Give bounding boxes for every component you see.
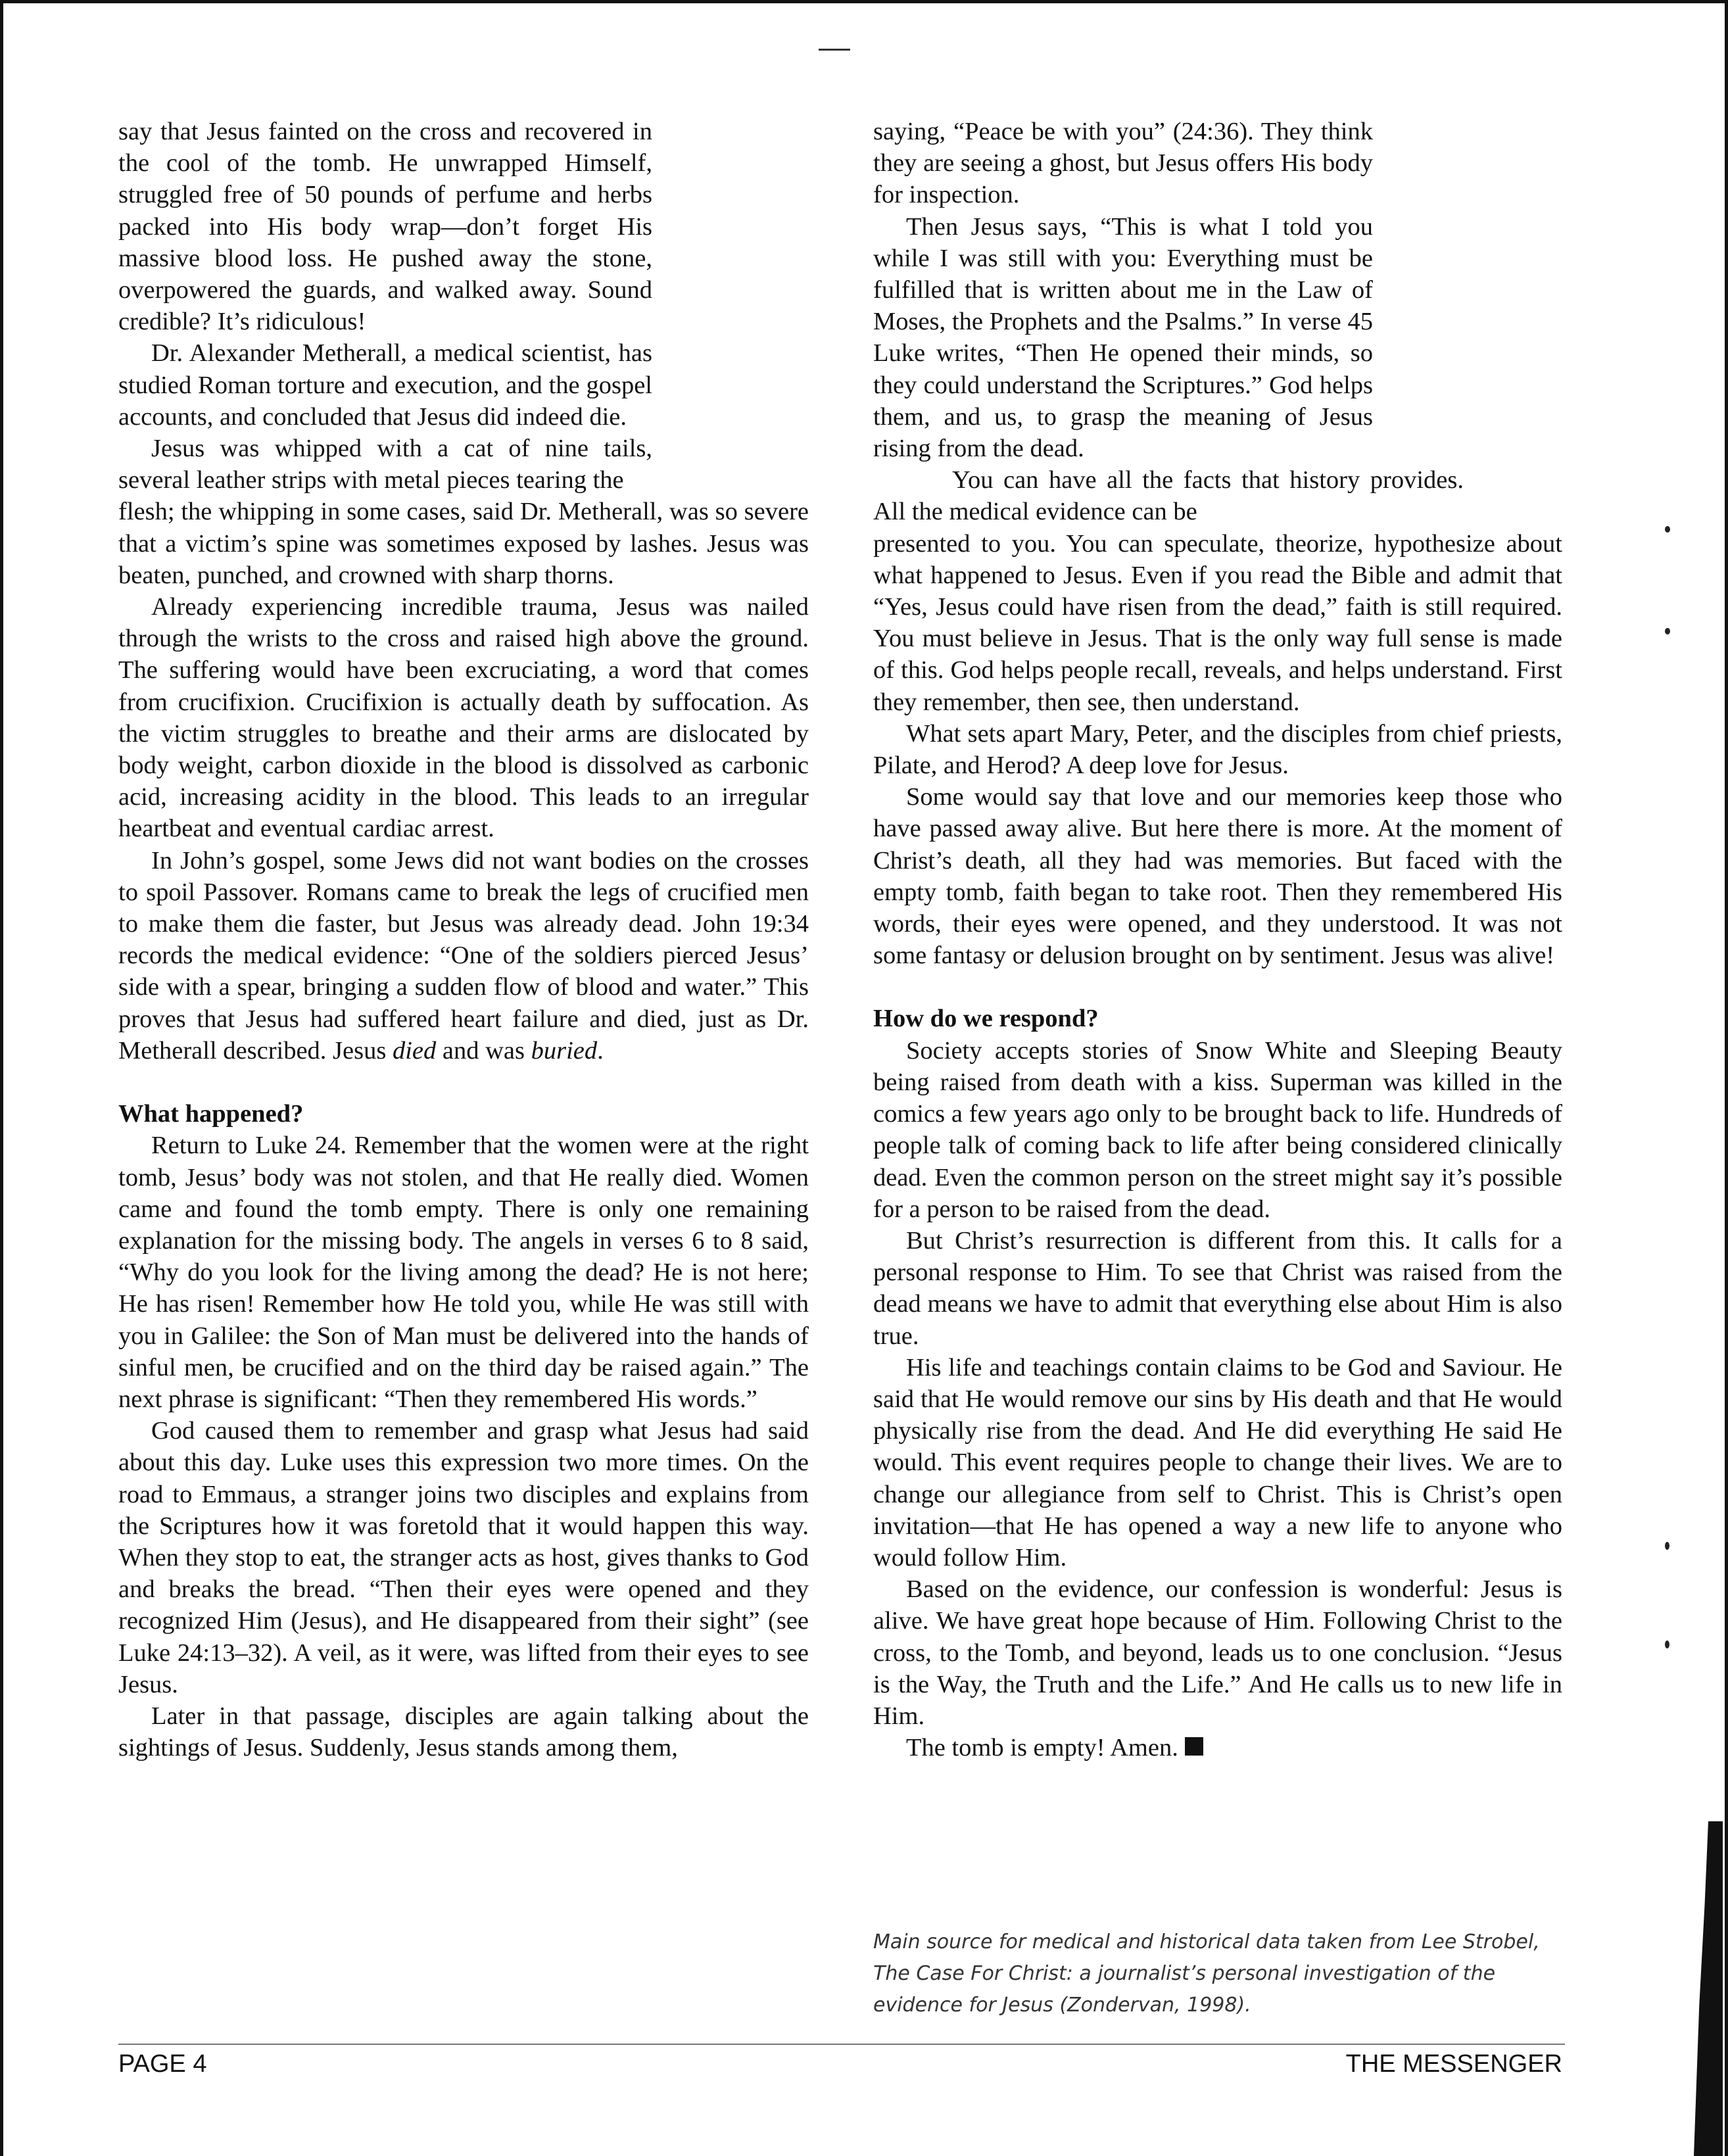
paragraph: Then Jesus says, “This is what I told you while I was still with you: Everything must be fulfilled that is written about me in the Law of Moses, the Prophets and the Psalms.” In verse 45 Luke writes, “Then He opened their minds, so they could understand the Scriptures.” God helps them, and us, to grasp the meaning of Jesus rising from the dead. <box>873 212 1373 463</box>
scan-speck <box>1665 1542 1669 1550</box>
paragraph: flesh; the whipping in some cases, said Dr. Metherall, was so severe that a victim’s spine was sometimes exposed by lashes. Jesus was beaten, punched, and crowned with sharp thorns. <box>118 498 809 589</box>
left-column <box>118 116 809 1763</box>
paragraph: God caused them to remember and grasp what Jesus had said about this day. Luke uses this expression two more times. On the road to Emmaus, a stranger joins two disciples and explains from the Scriptures how it was foretold that it would happen this way. When they stop to eat, the stranger acts as host, gives thanks to God and breaks the bread. “Then their eyes were opened and they recognized Him (Jesus), and He disappeared from their sight” (see Luke 24:13–32). A veil, as it were, was lifted from their eyes to see Jesus. <box>118 1417 809 1698</box>
scan-speck <box>1665 526 1670 533</box>
page-number: PAGE 4 <box>118 2050 207 2078</box>
paragraph: Jesus was whipped with a cat of nine tails, several leather strips with metal pieces tearing the <box>118 435 652 494</box>
paragraph <box>118 845 809 1066</box>
paragraph: Already experiencing incredible trauma, Jesus was nailed through the wrists to the cross and raised high above the ground. The suffering would have been excruciating, a word that comes from crucifixion. Crucifixion is actually death by suffocation. As the victim struggles to breathe and their arms are dislocated by body weight, carbon dioxide in the blood is dissolved as carbonic acid, increasing acidity in the blood. This leads to an irregular heartbeat and eventual cardiac arrest. <box>118 593 809 843</box>
scan-speck <box>1665 1641 1669 1648</box>
section-heading: How do we respond? <box>873 1005 1099 1033</box>
section-heading: What happened? <box>118 1100 304 1128</box>
paragraph: presented to you. You can speculate, theorize, hypothesize about what happened to Jesus. Even if you read the Bible and admit that “Yes, Jesus could have risen from the dead,” faith is still required. You must believe in Jesus. That is the only way full sense is made of this. God helps people recall, reveals, and helps understand. First they remember, then see, then understand. <box>873 529 1562 716</box>
footer-rule <box>118 2044 1565 2045</box>
end-of-article-square-icon <box>1185 1737 1203 1756</box>
paragraph-text: . <box>597 1036 604 1065</box>
top-registration-mark <box>819 49 850 51</box>
paragraph: His life and teachings contain claims to be God and Saviour. He said that He would remove our sins by His death and that He would physically rise from the dead. And He did everything He said He would. This event requires people to change their lives. We are to change our allegiance from self to Christ. This is Christ’s open invitation—that He has opened a way a new life to anyone who would follow Him. <box>873 1353 1562 1571</box>
paragraph: You can have all the facts that history provides. All the medical evidence can be <box>873 466 1464 526</box>
right-column <box>873 116 1562 1763</box>
closing-text: The tomb is empty! Amen. <box>906 1734 1178 1762</box>
publication-name: THE MESSENGER <box>1345 2050 1562 2078</box>
paragraph: What sets apart Mary, Peter, and the disciples from chief priests, Pilate, and Herod? A deep love for Jesus. <box>873 719 1562 780</box>
paragraph: Based on the evidence, our confession is wonderful: Jesus is alive. We have great hope because of Him. Following Christ to the cross, to the Tomb, and beyond, leads us to one conclusion. “Jesus is the Way, the Truth and the Life.” And He calls us to new life in Him. <box>873 1575 1562 1730</box>
paragraph: Society accepts stories of Snow White and Sleeping Beauty being raised from death with a kiss. Superman was killed in the comics a few years ago only to be brought back to life. Hundreds of people talk of coming back to life after being considered clinically dead. Even the common person on the street might say it’s possible for a person to be raised from the dead. <box>873 1036 1562 1223</box>
emphasis-buried: buried <box>531 1036 598 1065</box>
paragraph: Dr. Alexander Metherall, a medical scientist, has studied Roman torture and execution, and the gospel accounts, and concluded that Jesus did indeed die. <box>118 339 652 431</box>
paragraph: Return to Luke 24. Remember that the women were at the right tomb, Jesus’ body was not stolen, and that He really died. Women came and found the tomb empty. There is only one remaining explanation for the missing body. The angels in verses 6 to 8 said, “Why do you look for the living among the dead? He is not here; He has risen! Remember how He told you, while He was still with you in Galilee: the Son of Man must be delivered into the hands of sinful men, be crucified and on the third day be raised again.” The next phrase is significant: “Then they remembered His words.” <box>118 1132 809 1413</box>
paragraph-text: and was <box>436 1036 531 1065</box>
paragraph: But Christ’s resurrection is different from this. It calls for a personal response to Him. To see that Christ was raised from the dead means we have to admit that everything else about Him is also true. <box>873 1226 1562 1350</box>
closing-paragraph <box>873 1732 1562 1763</box>
paragraph: say that Jesus fainted on the cross and recovered in the cool of the tomb. He unwrapped Himself, struggled free of 50 pounds of perfume and herbs packed into His body wrap—don’t forget His massive blood loss. He pushed away the stone, overpowered the guards, and walked away. Sound credible? It’s ridiculous! <box>118 118 652 336</box>
paragraph: saying, “Peace be with you” (24:36). They think they are seeing a ghost, but Jesus offers His body for inspection. <box>873 118 1373 209</box>
emphasis-died: died <box>392 1036 437 1065</box>
scan-speck <box>1665 628 1670 635</box>
source-note: Main source for medical and historical data taken from Lee Strobel, The Case For Christ: a journalist’s personal investigation of the evidence for Jesus (Zondervan, 1998). <box>873 1930 1540 2017</box>
paragraph: Some would say that love and our memories keep those who have passed away alive. But here there is more. At the moment of Christ’s death, all they had was memories. But faced with the empty tomb, faith began to take root. Then they remembered His words, their eyes were opened, and they understood. It was not some fantasy or delusion brought on by sentiment. Jesus was alive! <box>873 783 1562 970</box>
paragraph-text: In John’s gospel, some Jews did not want bodies on the crosses to spoil Passover. Romans came to break the legs of crucified men to make them die faster, but Jesus was already dead. John 19:34 records the medical evidence: “One of the soldiers pierced Jesus’ side with a spear, bringing a sudden flow of blood and water.” This proves that Jesus had suffered heart failure and died, just as Dr. Metherall described. Jesus <box>118 846 809 1065</box>
paragraph: Later in that passage, disciples are again talking about the sightings of Jesus. Suddenly, Jesus stands among them, <box>118 1702 809 1762</box>
